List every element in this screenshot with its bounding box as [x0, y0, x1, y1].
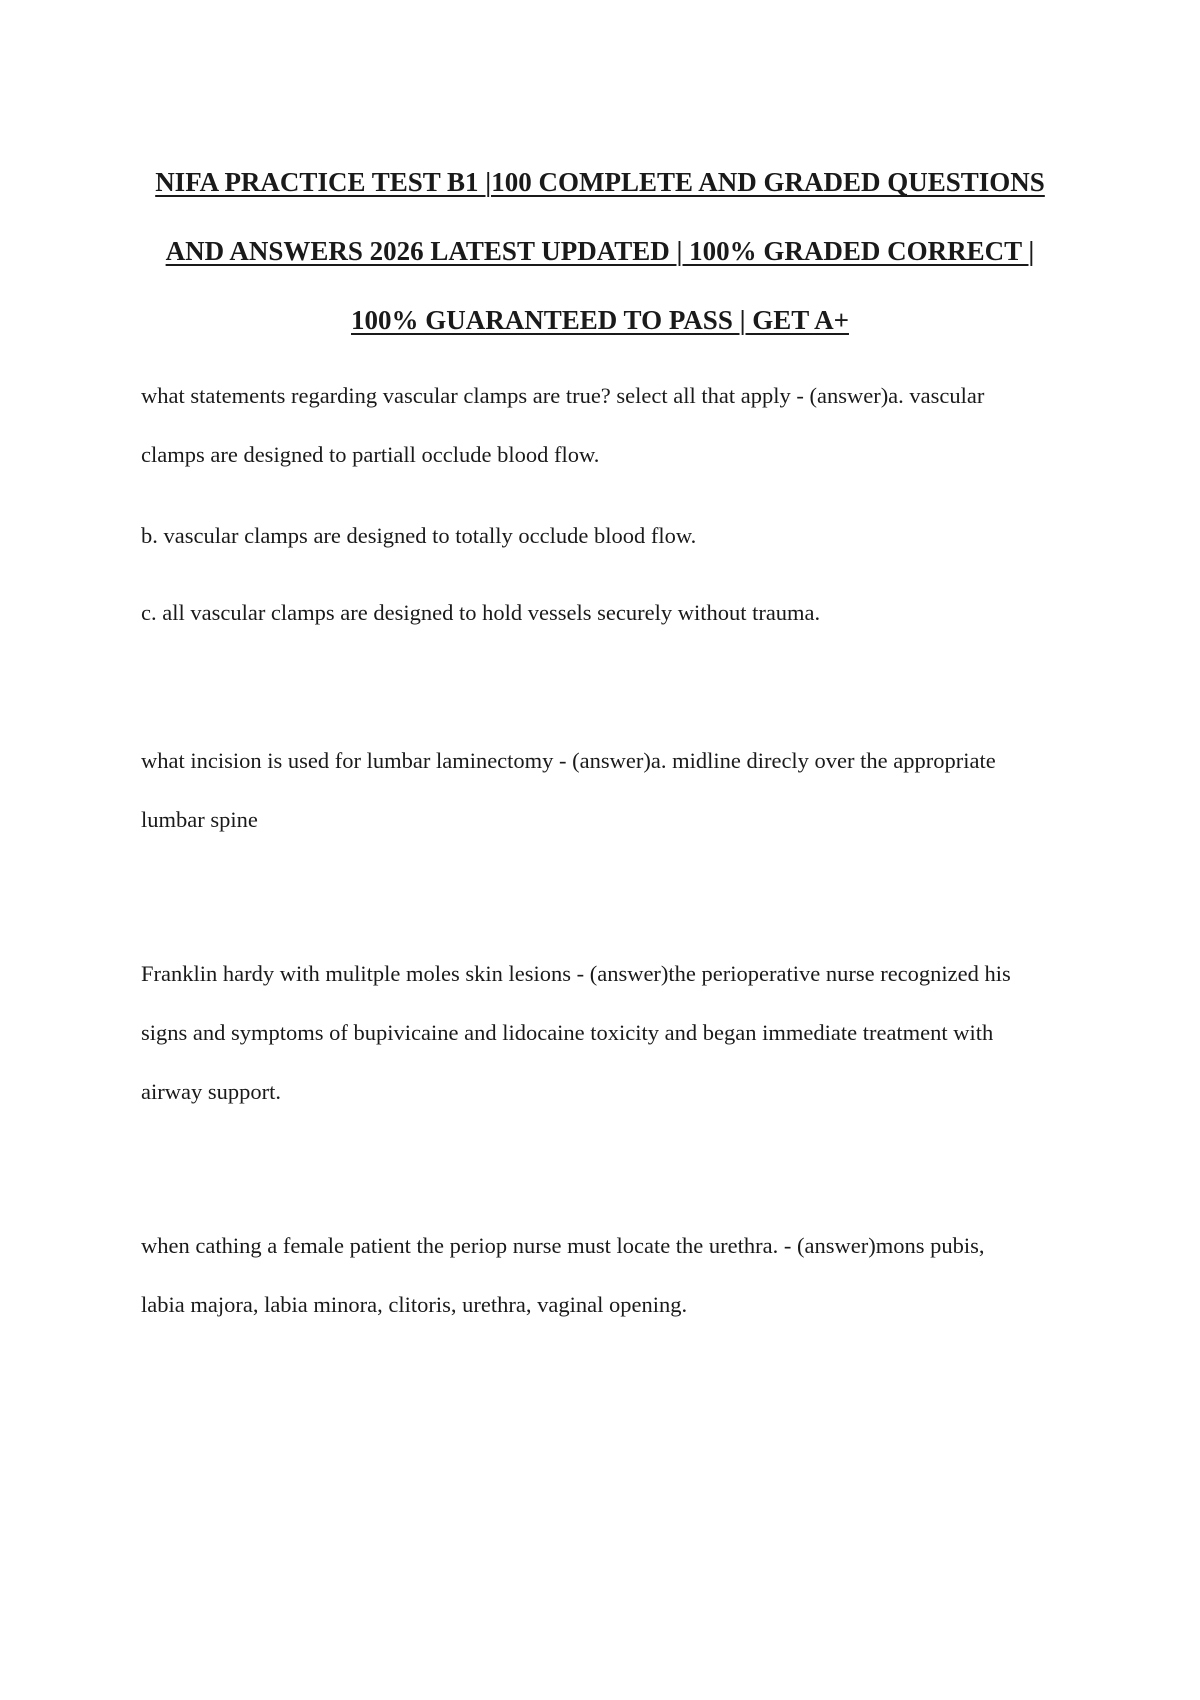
- qa-lumbar-laminectomy: [141, 731, 1081, 849]
- text-line: signs and symptoms of bupivicaine and lidocaine toxicity and began immediate treatment with: [141, 1020, 994, 1045]
- qa-franklin-hardy: [141, 944, 1081, 1121]
- title-line-2: AND ANSWERS 2026 LATEST UPDATED | 100% GRADED CORRECT |: [165, 236, 1035, 266]
- qa-vascular-clamps-option-c: [141, 583, 1081, 642]
- text-line: Franklin hardy with mulitple moles skin lesions - (answer)the perioperative nurse recognized his: [141, 961, 1011, 986]
- text-line: lumbar spine: [141, 807, 258, 832]
- qa-female-catheterization: [141, 1216, 1081, 1334]
- text-line: b. vascular clamps are designed to totally occlude blood flow.: [141, 523, 697, 548]
- title-line-3: 100% GUARANTEED TO PASS | GET A+: [351, 305, 849, 335]
- text-line: what statements regarding vascular clamps are true? select all that apply - (answer)a. vascular: [141, 383, 985, 408]
- text-line: clamps are designed to partiall occlude blood flow.: [141, 442, 600, 467]
- text-line: what incision is used for lumbar laminectomy - (answer)a. midline direcly over the appropriate: [141, 748, 996, 773]
- title-line-1: NIFA PRACTICE TEST B1 |100 COMPLETE AND GRADED QUESTIONS: [155, 167, 1045, 197]
- text-line: labia majora, labia minora, clitoris, urethra, vaginal opening.: [141, 1292, 688, 1317]
- text-line: airway support.: [141, 1079, 281, 1104]
- qa-vascular-clamps-option-b: [141, 506, 1081, 565]
- text-line: c. all vascular clamps are designed to hold vessels securely without trauma.: [141, 600, 821, 625]
- text-line: when cathing a female patient the periop nurse must locate the urethra. - (answer)mons pubis,: [141, 1233, 985, 1258]
- qa-vascular-clamps: [141, 366, 1081, 484]
- document-title: [130, 148, 1070, 355]
